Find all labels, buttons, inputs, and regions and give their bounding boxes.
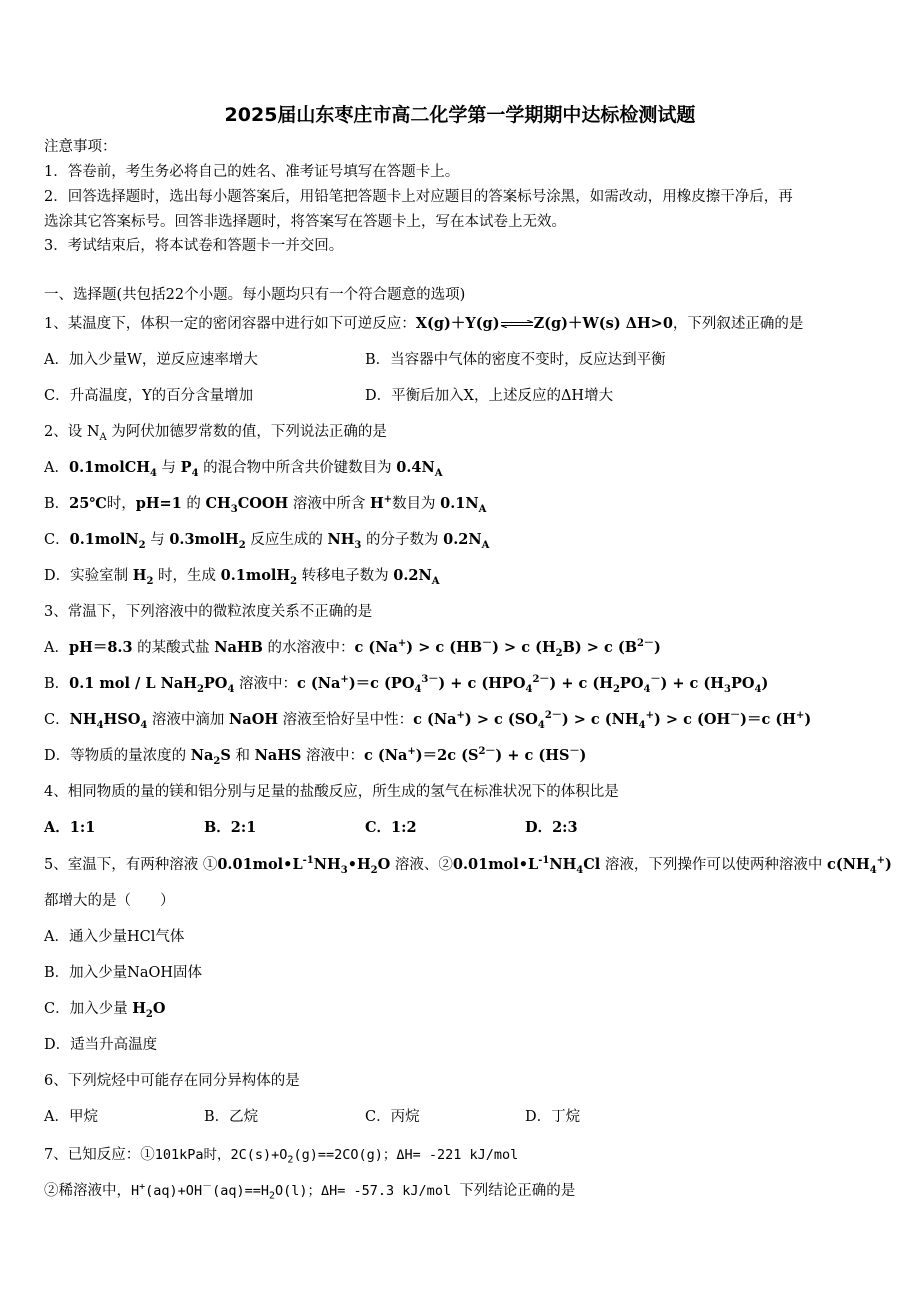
- q2-stem-tail: 为阿伏加德罗常数的值，下列说法正确的是: [106, 424, 387, 440]
- question-6-stem: 6、下列烷烃中可能存在同分异构体的是: [44, 1073, 300, 1089]
- q1-option-b: B．当容器中气体的密度不变时，反应达到平衡: [365, 352, 666, 368]
- q1-reactants: X(g)＋Y(g): [415, 315, 500, 332]
- question-7-stem-cont: ②稀溶液中，$H^+(aq)+OH^-(aq)==H_2O(l)$；ΔH= -57.3 kJ/mol 下列结论正确的是: [44, 1181, 576, 1202]
- equilibrium-arrow-icon: [500, 320, 534, 328]
- q2-option-c: C．0.1molN$_2$ 与 0.3molH$_2$ 反应生成的 $NH_3$ 的分子数为 $0.2N_A$: [44, 531, 490, 551]
- notice-heading: 注意事项：: [44, 139, 117, 155]
- q3-option-d: D．等物质的量浓度的 $Na_2S$ 和 NaHS 溶液中：c (Na+)＝2c $(S^{2-}) + c$ (HS－): [44, 746, 587, 767]
- q2-option-d: D．实验室制 $H_2$ 时，生成 0.1molH$_2$ 转移电子数为 $0.2N_A$: [44, 567, 440, 587]
- q3-option-b: B．0.1 mol / L $NaH_2PO_4$ 溶液中：c (Na+)＝c $(PO_4^{3-}) + c$ $(HPO_4^{2-}) + c$ $(H_2PO_4^-) + c$ $(H_3PO_4)$: [44, 674, 769, 695]
- notice-item-2: 2．回答选择题时，选出每小题答案后，用铅笔把答题卡上对应题目的答案标号涂黑，如需改动，用橡皮擦干净后，再: [44, 189, 793, 205]
- q2-option-a: A．0.1molCH$_4$ 与 $P_4$ 的混合物中所含共价键数目为 $0.4N_A$: [44, 459, 443, 479]
- q6-option-b: B．乙烷: [204, 1109, 259, 1125]
- section-heading: 一、选择题(共包括22个小题。每小题均只有一个符合题意的选项): [44, 287, 466, 303]
- q3-option-c: C．$NH_4HSO_4$ 溶液中滴加 NaOH 溶液至恰好呈中性：c (Na+) > c $(SO_4^{2-}) > c$ $(NH_4^+) > c$ (OH－)＝c (H+): [44, 710, 812, 731]
- q5-option-a: A．通入少量HCl气体: [44, 929, 185, 945]
- q2-stem-sub: A: [99, 431, 107, 443]
- q5-option-b: B．加入少量NaOH固体: [44, 965, 203, 981]
- q4-option-b: B．2:1: [204, 819, 257, 836]
- q2-option-b: B．25℃时，pH=1 的 $CH_3COOH$ 溶液中所含 H+数目为 $0.1N_A$: [44, 494, 487, 515]
- q3-option-a: A．pH＝8.3 的某酸式盐 NaHB 的水溶液中：c (Na+) > c (HB－) > c $(H_2B) > c$ $(B^{2-})$: [44, 638, 661, 659]
- q6-option-c: C．丙烷: [365, 1109, 420, 1125]
- question-3-stem: 3、常温下，下列溶液中的微粒浓度关系不正确的是: [44, 604, 373, 620]
- q4-option-c: C．1:2: [365, 819, 417, 836]
- q5-option-c: C．加入少量 $H_2O$: [44, 1000, 166, 1020]
- q1-products: Z(g)＋W(s) ΔH>0: [533, 315, 673, 332]
- q6-option-d: D．丁烷: [525, 1109, 581, 1125]
- q5-option-d: D．适当升高温度: [44, 1037, 158, 1053]
- question-4-stem: 4、相同物质的量的镁和铝分别与足量的盐酸反应，所生成的氢气在标准状况下的体积比是: [44, 784, 619, 800]
- q1-option-a: A．加入少量W，逆反应速率增大: [44, 352, 258, 368]
- notice-item-3: 3．考试结束后，将本试卷和答题卡一并交回。: [44, 238, 344, 254]
- q1-option-d: D．平衡后加入X，上述反应的ΔH增大: [365, 388, 614, 404]
- notice-item-2-cont: 选涂其它答案标号。回答非选择题时，将答案写在答题卡上，写在本试卷上无效。: [44, 214, 566, 230]
- question-5-stem-cont: 都增大的是（ ）: [44, 893, 175, 909]
- notice-item-1: 1．答卷前，考生务必将自己的姓名、准考证号填写在答题卡上。: [44, 164, 460, 180]
- question-2-stem: [44, 422, 387, 442]
- question-7-stem: 7、已知反应：①101kPa时，$2C(s)+O_2(g)==2CO(g)$；ΔH= -221 kJ/mol: [44, 1147, 519, 1166]
- page-title: 2025届山东枣庄市高二化学第一学期期中达标检测试题: [224, 104, 696, 126]
- question-1-stem: [44, 314, 803, 334]
- q2-stem: 2、设 N: [44, 424, 100, 440]
- q4-option-d: D．2:3: [525, 819, 578, 836]
- q6-option-a: A．甲烷: [44, 1109, 98, 1125]
- q4-option-a: A．1:1: [44, 819, 96, 836]
- question-5-stem: 5、室温下，有两种溶液 $①0.01mol•L^{-1}NH_3•H_2O$ 溶液、$②0.01mol•L^{-1}NH_4Cl$ 溶液，下列操作可以使两种溶液中 $c(NH_4^+)$: [44, 855, 892, 876]
- q1-option-c: C．升高温度，Y的百分含量增加: [44, 388, 254, 404]
- q1-stem-a: 1、某温度下，体积一定的密闭容器中进行如下可逆反应：: [44, 316, 416, 332]
- q1-stem-d: ，下列叙述正确的是: [672, 316, 804, 332]
